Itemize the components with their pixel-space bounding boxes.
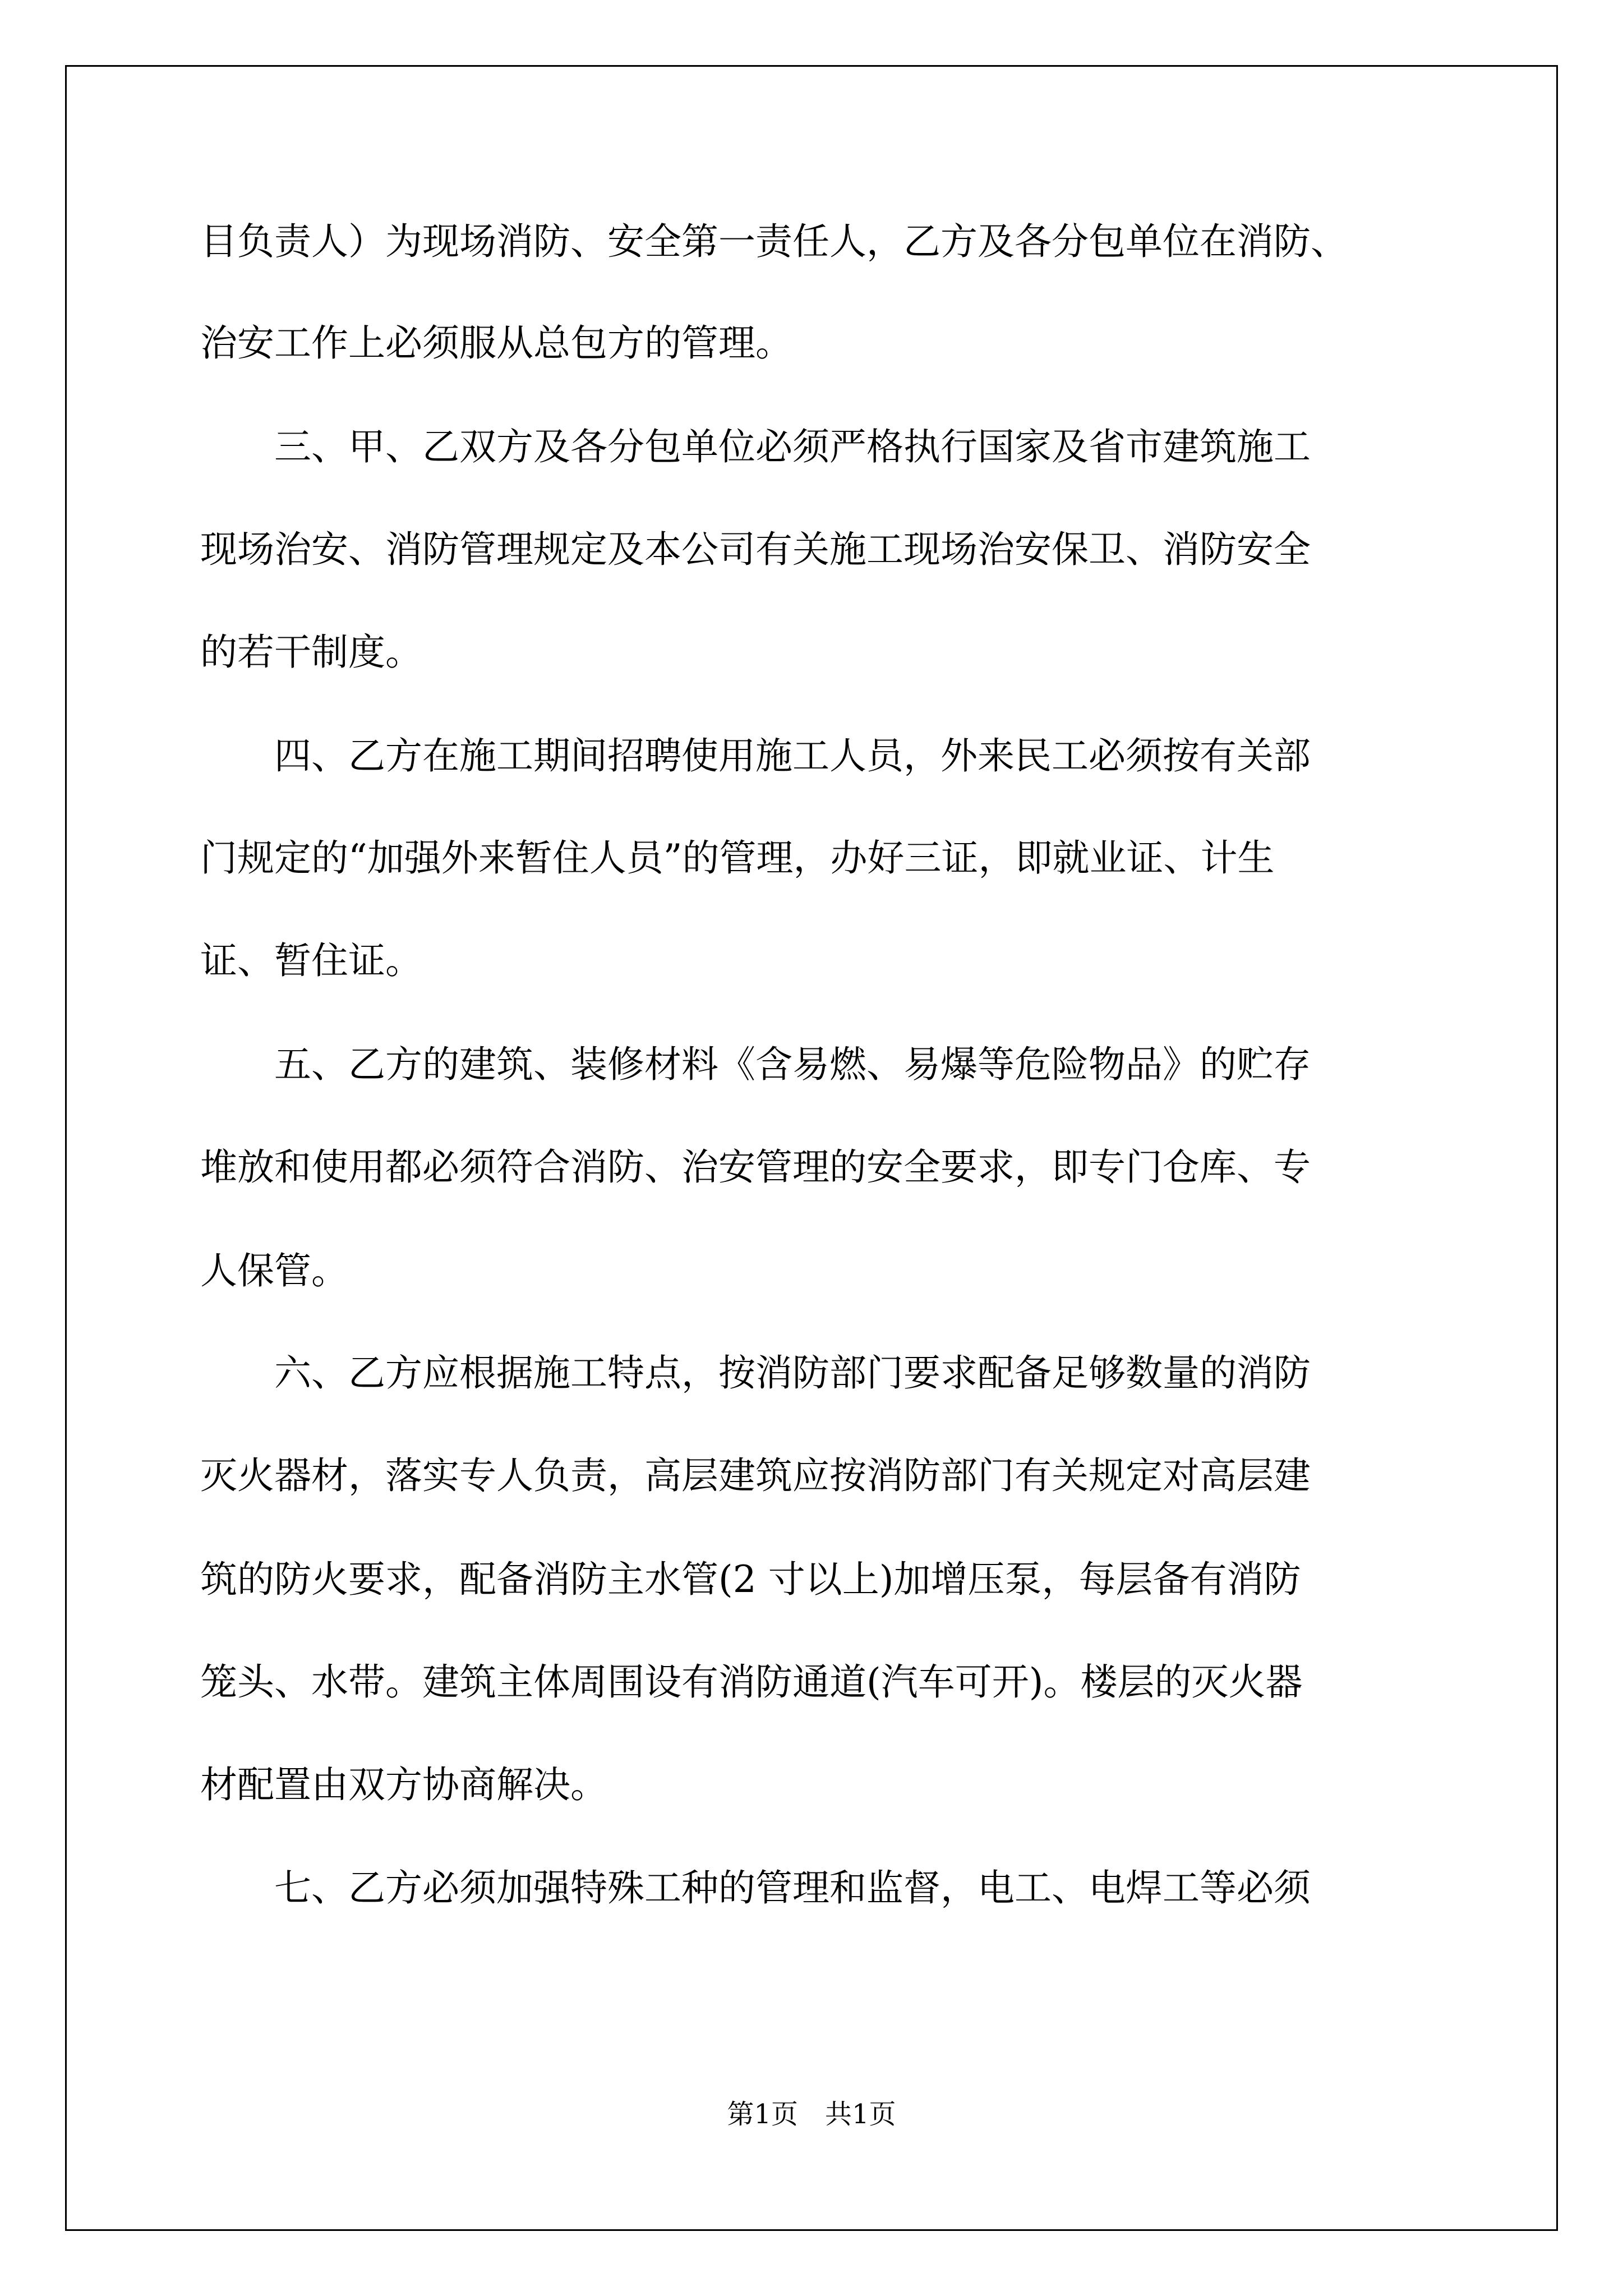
text-line: 堆放和使用都必须符合消防、治安管理的安全要求，即专门仓库、专 — [200, 1145, 1311, 1189]
text-line: 的若干制度。 — [200, 631, 422, 674]
text-line: 现场治安、消防管理规定及本公司有关施工现场治安保卫、消防安全 — [200, 528, 1311, 571]
text-line: 证、暂住证。 — [200, 939, 422, 982]
text-line: 门规定的“加强外来暂住人员”的管理，办好三证，即就业证、计生 — [200, 836, 1275, 880]
page-number-footer: 第1页 共1页 — [727, 2099, 896, 2130]
text-line: 灭火器材，落实专人负责，高层建筑应按消防部门有关规定对高层建 — [200, 1454, 1311, 1497]
text-line: 七、乙方必须加强特殊工种的管理和监督，电工、电焊工等必须 — [200, 1866, 1311, 1910]
text-line: 目负责人）为现场消防、安全第一责任人，乙方及各分包单位在消防、 — [200, 220, 1348, 263]
text-line: 人保管。 — [200, 1249, 348, 1292]
text-line: 六、乙方应根据施工特点，按消防部门要求配备足够数量的消防 — [200, 1351, 1311, 1395]
text-line: 四、乙方在施工期间招聘使用施工人员，外来民工必须按有关部 — [200, 734, 1311, 777]
text-line: 五、乙方的建筑、装修材料《含易燃、易爆等危险物品》的贮存 — [200, 1043, 1311, 1086]
text-line: 三、甲、乙双方及各分包单位必须严格执行国家及省市建筑施工 — [200, 425, 1311, 468]
text-line: 治安工作上必须服从总包方的管理。 — [200, 321, 792, 365]
text-line: 筑的防火要求，配备消防主水管(2 寸以上)加增压泵，每层备有消防 — [200, 1558, 1301, 1601]
text-line: 笼头、水带。建筑主体周围设有消防通道(汽车可开)。楼层的灭火器 — [200, 1660, 1303, 1704]
text-line: 材配置由双方协商解决。 — [200, 1763, 607, 1806]
